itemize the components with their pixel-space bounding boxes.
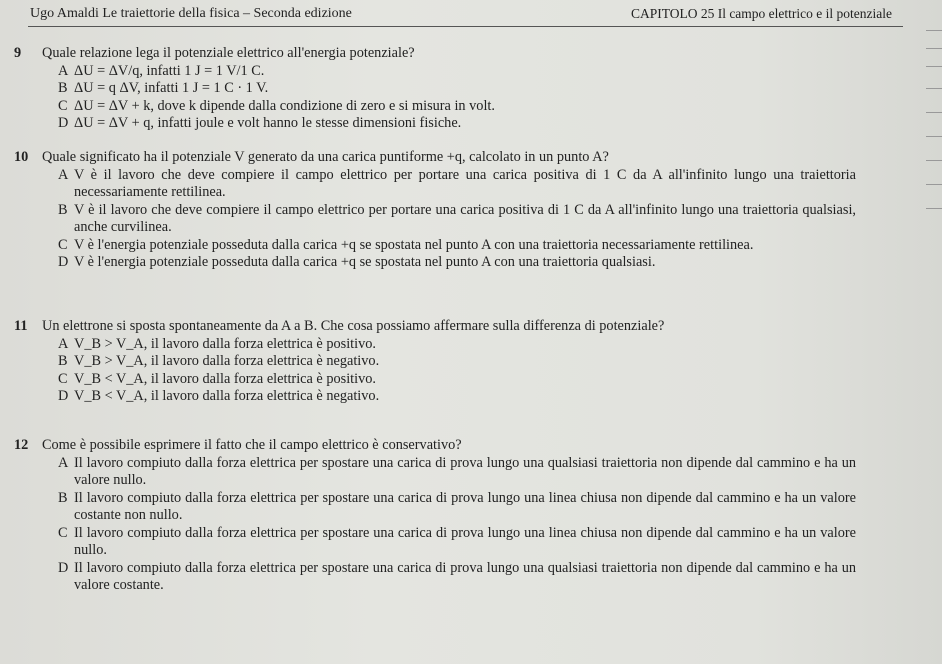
option-c[interactable]: C V_B < V_A, il lavoro dalla forza elettrica è positivo. [58, 370, 376, 387]
option-b[interactable]: B Il lavoro compiuto dalla forza elettrica per spostare una carica di prova lungo una linea chiusa non dipende dal cammino e ha un valore costante non nullo. [58, 489, 856, 523]
question-number: 12 [14, 437, 29, 453]
question-text: Un elettrone si sposta spontaneamente da A a B. Che cosa possiamo affermare sulla differenza di potenziale? [42, 318, 665, 334]
question-text: Quale significato ha il potenziale V generato da una carica puntiforme +q, calcolato in un punto A? [42, 149, 609, 165]
question-11 [14, 318, 864, 406]
option-text: Il lavoro compiuto dalla forza elettrica per spostare una carica di prova lungo una linea chiusa non dipende dal cammino e ha un valore costante non nullo. [74, 489, 856, 523]
option-text: ΔU = ΔV/q, infatti 1 J = 1 V/1 C. [74, 62, 265, 79]
option-text: Il lavoro compiuto dalla forza elettrica per spostare una carica di prova lungo una qualsiasi traiettoria non dipende dal cammino e ha un valore costante. [74, 559, 856, 593]
option-a[interactable]: A Il lavoro compiuto dalla forza elettrica per spostare una carica di prova lungo una qualsiasi traiettoria non dipende dal cammino e ha un valore nullo. [58, 454, 856, 488]
question-text: Quale relazione lega il potenziale elettrico all'energia potenziale? [42, 45, 415, 61]
question-12 [14, 437, 864, 595]
option-c[interactable]: C ΔU = ΔV + k, dove k dipende dalla condizione di zero e si misura in volt. [58, 97, 495, 114]
question-9 [14, 45, 864, 133]
question-title [14, 45, 864, 63]
book-title: Ugo Amaldi Le traiettorie della fisica – Seconda edizione [30, 6, 352, 21]
option-text: V è l'energia potenziale posseduta dalla carica +q se spostata nel punto A con una traiettoria necessariamente rettilinea. [74, 236, 754, 253]
option-c[interactable]: C Il lavoro compiuto dalla forza elettrica per spostare una carica di prova lungo una linea chiusa non dipende dal cammino e ha un valore nullo. [58, 524, 856, 558]
option-text: Il lavoro compiuto dalla forza elettrica per spostare una carica di prova lungo una qualsiasi traiettoria non dipende dal cammino e ha un valore nullo. [74, 454, 856, 488]
page-edge-tabs [922, 0, 942, 664]
question-title [14, 437, 864, 455]
option-text: V è l'energia potenziale posseduta dalla carica +q se spostata nel punto A con una traiettoria qualsiasi. [74, 254, 656, 270]
option-text: V_B < V_A, il lavoro dalla forza elettrica è positivo. [74, 370, 376, 387]
question-10 [14, 149, 864, 272]
option-a[interactable]: A V_B > V_A, il lavoro dalla forza elettrica è positivo. [58, 335, 376, 352]
question-number: 9 [14, 45, 22, 61]
option-d[interactable]: D V è l'energia potenziale posseduta dalla carica +q se spostata nel punto A con una traiettoria qualsiasi. [58, 254, 656, 270]
page-header [30, 6, 892, 28]
chapter-title: CAPITOLO 25 Il campo elettrico e il potenziale [630, 6, 892, 21]
option-b[interactable]: B V_B > V_A, il lavoro dalla forza elettrica è negativo. [58, 353, 380, 369]
option-text: V è il lavoro che deve compiere il campo elettrico per portare una carica positiva di 1 C da A all'infinito lungo una traiettoria qualsiasi, anche curvilinea. [74, 201, 856, 235]
option-d[interactable]: D Il lavoro compiuto dalla forza elettrica per spostare una carica di prova lungo una qualsiasi traiettoria non dipende dal cammino e ha un valore costante. [58, 559, 856, 593]
question-number: 10 [14, 149, 29, 165]
option-text: V_B < V_A, il lavoro dalla forza elettrica è negativo. [74, 388, 380, 404]
question-number: 11 [14, 318, 28, 334]
question-text: Come è possibile esprimere il fatto che il campo elettrico è conservativo? [42, 437, 462, 453]
header-rule [28, 26, 903, 27]
option-text: V è il lavoro che deve compiere il campo elettrico per portare una carica positiva di 1 C da A all'infinito lungo una traiettoria necessariamente rettilinea. [74, 166, 856, 200]
option-text: V_B > V_A, il lavoro dalla forza elettrica è positivo. [74, 335, 376, 352]
option-d[interactable]: D ΔU = ΔV + q, infatti joule e volt hanno le stesse dimensioni fisiche. [58, 115, 462, 131]
option-d[interactable]: D V_B < V_A, il lavoro dalla forza elettrica è negativo. [58, 388, 380, 404]
option-a[interactable]: A V è il lavoro che deve compiere il campo elettrico per portare una carica positiva di 1 C da A all'infinito lungo una traiettoria necessariamente rettilinea. [58, 166, 856, 200]
option-text: Il lavoro compiuto dalla forza elettrica per spostare una carica di prova lungo una linea chiusa non dipende dal cammino e ha un valore nullo. [74, 524, 856, 558]
option-text: V_B > V_A, il lavoro dalla forza elettrica è negativo. [74, 353, 380, 369]
option-text: ΔU = ΔV + q, infatti joule e volt hanno le stesse dimensioni fisiche. [74, 115, 462, 131]
question-title [14, 318, 864, 336]
option-text: ΔU = ΔV + k, dove k dipende dalla condizione di zero e si misura in volt. [74, 97, 495, 114]
option-a[interactable]: A ΔU = ΔV/q, infatti 1 J = 1 V/1 C. [58, 62, 265, 79]
option-b[interactable]: B V è il lavoro che deve compiere il campo elettrico per portare una carica positiva di 1 C da A all'infinito lungo una traiettoria qualsiasi, anche curvilinea. [58, 201, 856, 235]
option-b[interactable]: B ΔU = q ΔV, infatti 1 J = 1 C · 1 V. [58, 80, 269, 96]
question-title [14, 149, 864, 167]
option-c[interactable]: C V è l'energia potenziale posseduta dalla carica +q se spostata nel punto A con una traiettoria necessariamente rettilinea. [58, 236, 754, 253]
option-text: ΔU = q ΔV, infatti 1 J = 1 C · 1 V. [74, 80, 269, 96]
